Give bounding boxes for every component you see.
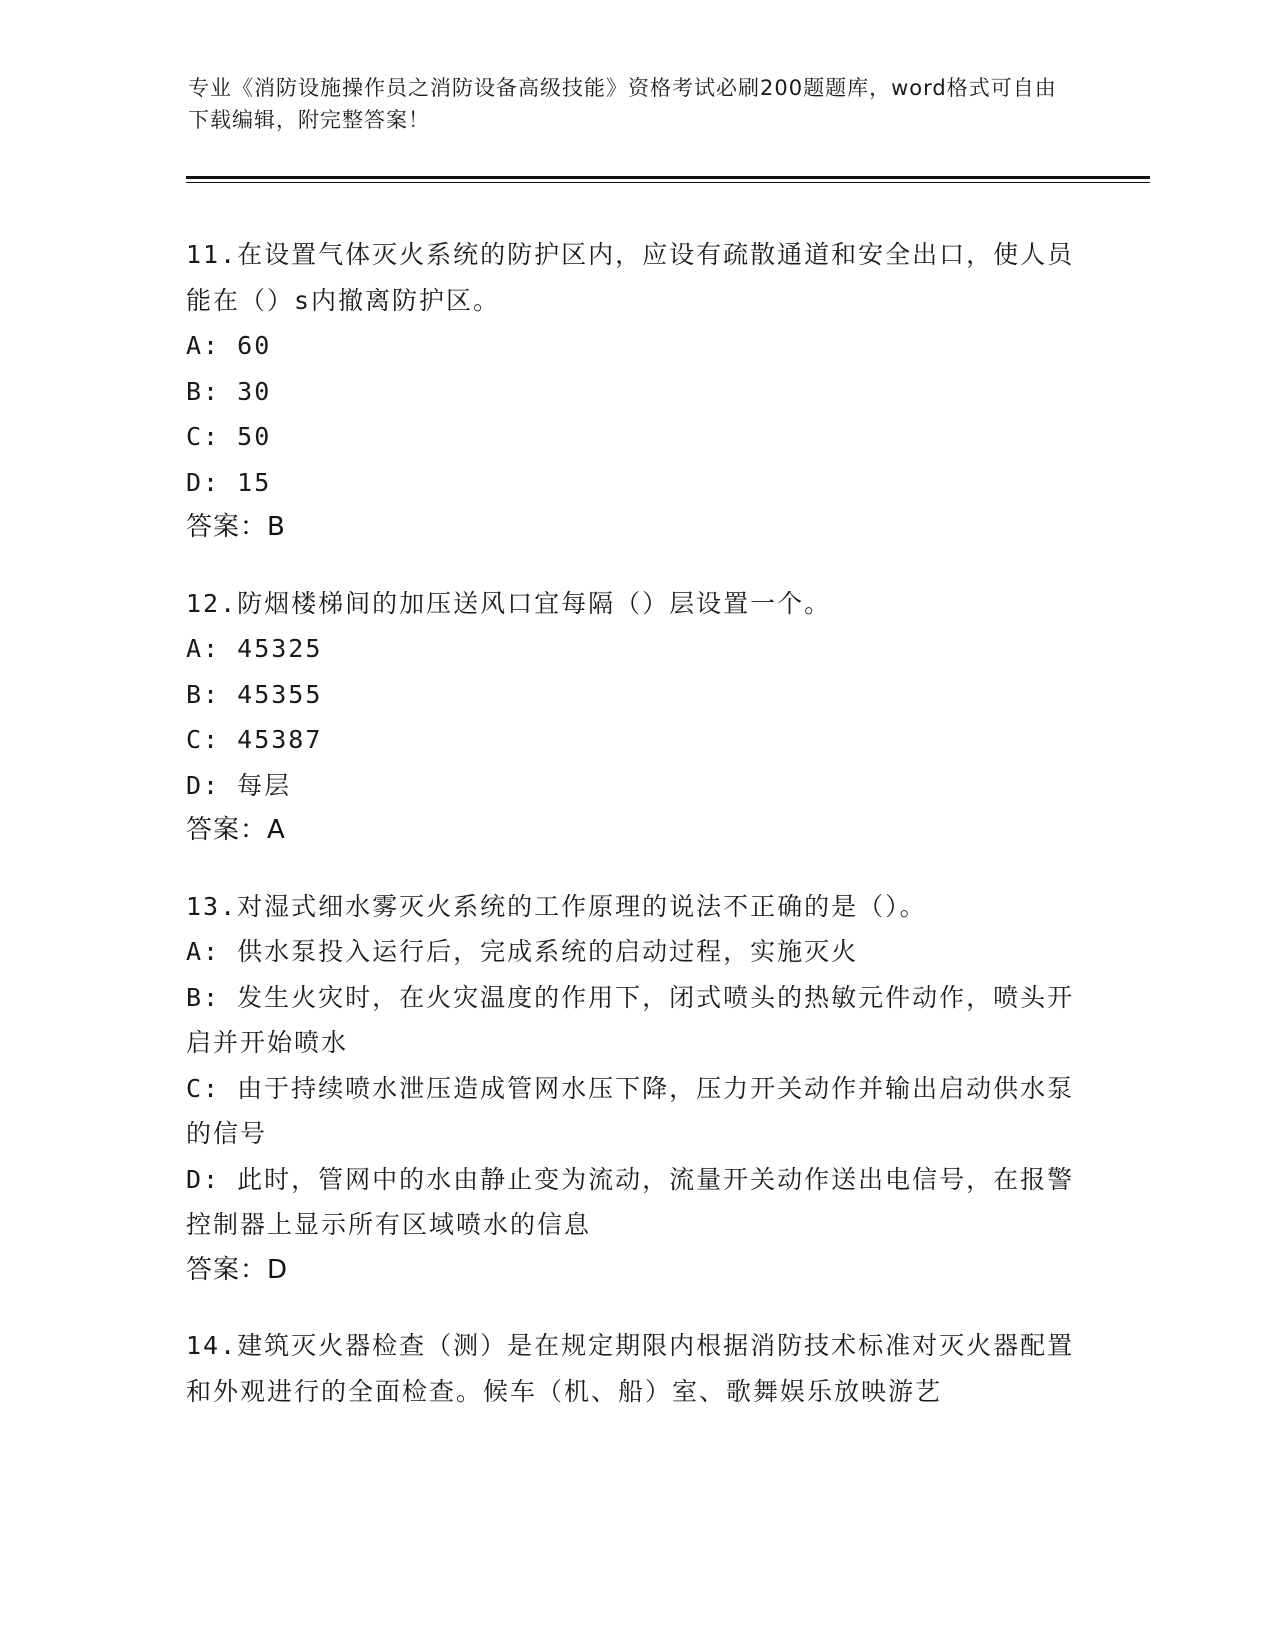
answer-line: 答案：A	[186, 815, 286, 845]
header-divider-thin	[186, 182, 1150, 183]
answer-line: 答案：B	[186, 512, 286, 542]
option-d: D: 15	[186, 467, 272, 497]
page-header: 专业《消防设施操作员之消防设备高级技能》资格考试必刷200题题库，word格式可自由下载编辑，附完整答案！	[188, 76, 1057, 132]
question-stem: 13.对湿式细水雾灭火系统的工作原理的说法不正确的是（）。	[186, 891, 927, 921]
question-12	[186, 581, 1076, 854]
option-a: A: 60	[186, 331, 272, 360]
option-c: C: 45387	[186, 725, 323, 754]
question-list	[186, 232, 1076, 1444]
question-14	[186, 1323, 1076, 1414]
question-13	[186, 884, 1076, 1294]
option-b: B: 30	[186, 376, 272, 406]
option-c: C: 50	[186, 422, 272, 451]
option-d: D: 每层	[186, 770, 292, 800]
option-b: B: 发生火灾时，在火灾温度的作用下，闭式喷头的热敏元件动作，喷头开启并开始喷水	[186, 982, 1075, 1057]
option-c: C: 由于持续喷水泄压造成管网水压下降，压力开关动作并输出启动供水泵的信号	[186, 1073, 1075, 1148]
question-stem: 11.在设置气体灭火系统的防护区内，应设有疏散通道和安全出口，使人员能在（）s内撤离防护区。	[186, 240, 1075, 315]
answer-line: 答案：D	[186, 1254, 289, 1285]
option-d: D: 此时，管网中的水由静止变为流动，流量开关动作送出电信号，在报警控制器上显示所有区域喷水的信息	[186, 1164, 1075, 1239]
question-stem: 12.防烟楼梯间的加压送风口宜每隔（）层设置一个。	[186, 588, 832, 618]
option-a: A: 45325	[186, 634, 323, 663]
option-a: A: 供水泵投入运行后，完成系统的启动过程，实施灭火	[186, 937, 859, 966]
option-b: B: 45355	[186, 679, 323, 709]
question-stem: 14.建筑灭火器检查（测）是在规定期限内根据消防技术标准对灭火器配置和外观进行的全面检查。候车（机、船）室、歌舞娱乐放映游艺	[186, 1331, 1075, 1406]
question-11	[186, 232, 1076, 551]
header-divider-thick	[186, 176, 1150, 179]
